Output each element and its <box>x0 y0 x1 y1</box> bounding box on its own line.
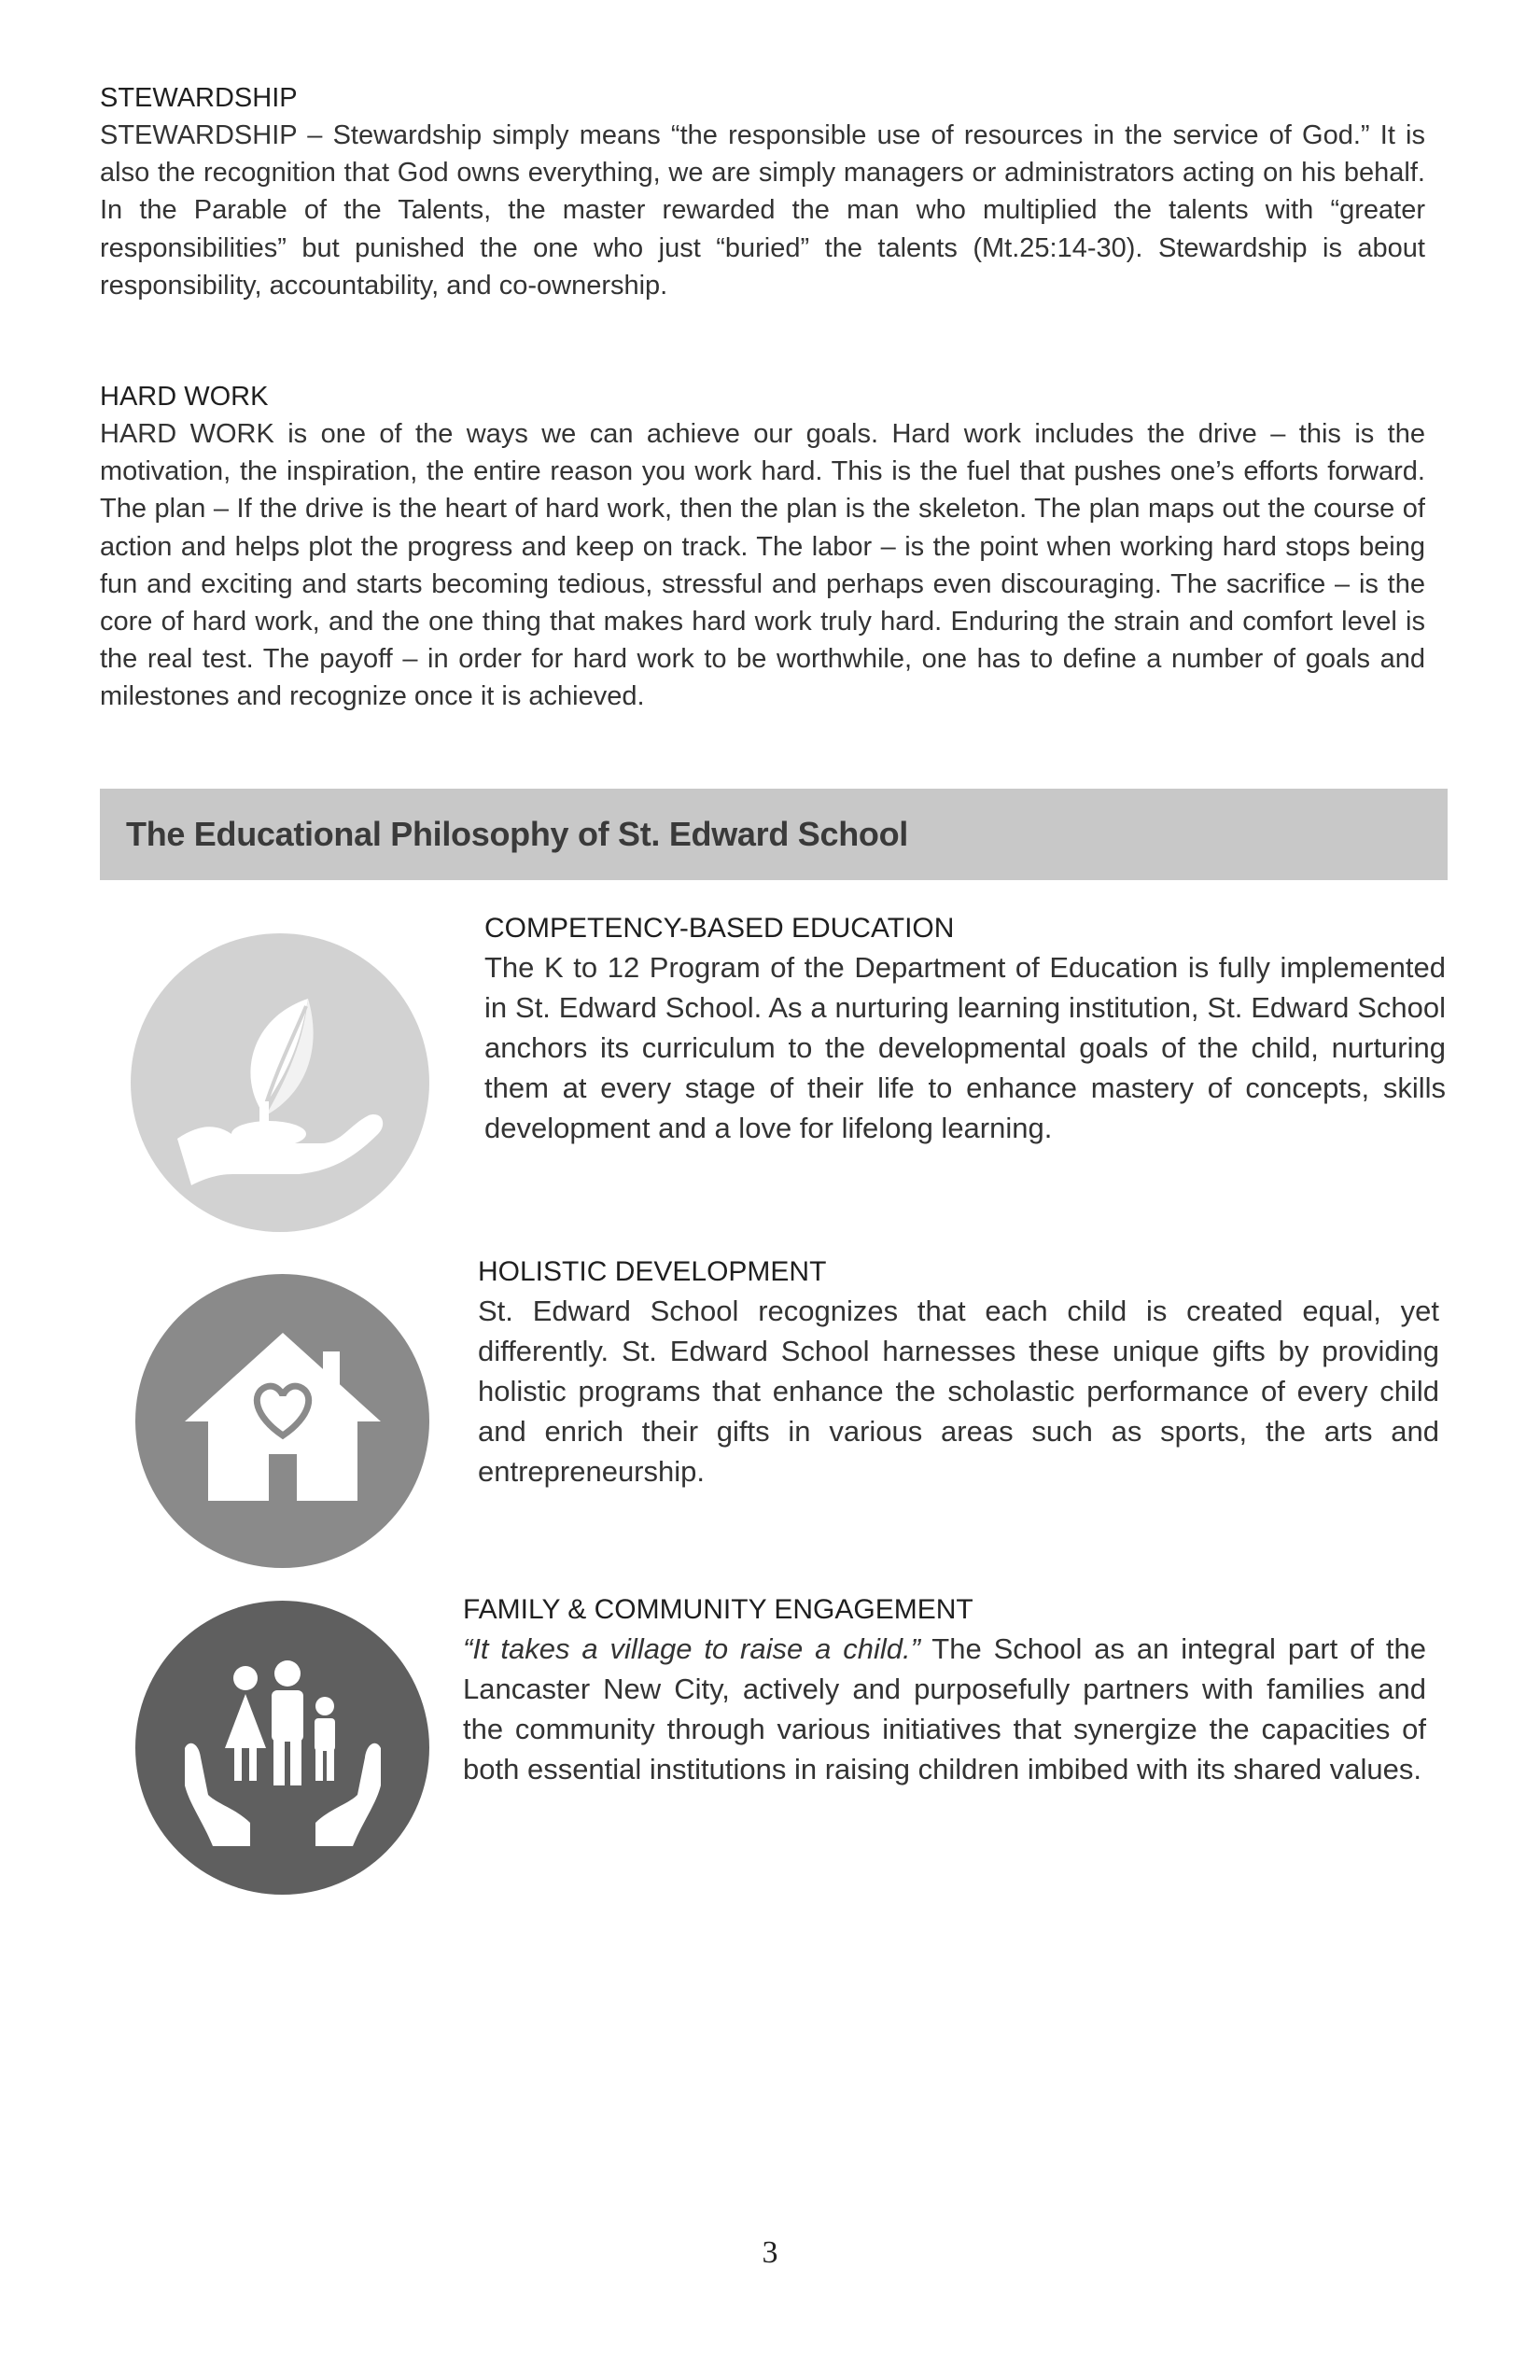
competency-heading: COMPETENCY-BASED EDUCATION <box>484 913 955 944</box>
family-section <box>463 1591 1426 1789</box>
house-with-heart-icon <box>135 1274 429 1568</box>
family-body <box>463 1629 1426 1789</box>
holistic-heading: HOLISTIC DEVELOPMENT <box>478 1256 827 1287</box>
hard-work-body: HARD WORK is one of the ways we can achieve our goals. Hard work includes the drive – this is the motivation, the inspiration, the entire reason you work hard. This is the fuel that pushes one’s efforts forward. The plan – If the drive is the heart of hard work, then the plan is the skeleton. The plan maps out the course of action and helps plot the progress and keep on track. The labor – is the point when working hard stops being fun and exciting and starts becoming tedious, stressful and perhaps even discouraging. The sacrifice – is the core of hard work, and the one thing that makes hard work truly hard. Enduring the strain and comfort level is the real test. The payoff – in order for hard work to be worthwhile, one has to define a number of goals and milestones and recognize once it is achieved. <box>100 419 1425 712</box>
plant-in-hand-icon <box>131 933 429 1232</box>
competency-body: The K to 12 Program of the Department of Education is fully implemented in St. Edward School. As a nurturing learning institution, St. Edward School anchors its curriculum to the developmental goals of the child, nurturing them at every stage of their life to enhance mastery of concepts, skills development and a love for lifelong learning. <box>484 951 1446 1144</box>
family-body-text: The School as an integral part of the Lancaster New City, actively and purposefully partners with families and the community through various initiatives that synergize the capacities of both essential institutions in raising children imbibed with its shared values. <box>463 1632 1426 1785</box>
banner-title: The Educational Philosophy of St. Edward School <box>126 815 908 853</box>
family-quote: “It takes a village to raise a child.” <box>463 1632 920 1665</box>
family-in-hands-icon <box>135 1601 429 1895</box>
page-number: 3 <box>762 2235 778 2270</box>
philosophy-banner <box>100 789 1448 880</box>
hard-work-heading: HARD WORK <box>100 382 269 412</box>
family-heading: FAMILY & COMMUNITY ENGAGEMENT <box>463 1594 973 1625</box>
stewardship-body: STEWARDSHIP – Stewardship simply means “the responsible use of resources in the service of God.” It is also the recognition that God owns everything, we are simply managers or administrators acting on his behalf. In the Parable of the Talents, the master rewarded the man who multiplied the talents with “greater responsibilities” but punished the one who just “buried” the talents (Mt.25:14-30). Stewardship is about responsibility, accountability, and co-ownership. <box>100 120 1425 301</box>
competency-section <box>484 910 1446 1148</box>
stewardship-section <box>100 79 1425 304</box>
stewardship-heading: STEWARDSHIP <box>100 83 298 113</box>
holistic-body: St. Edward School recognizes that each child is created equal, yet differently. St. Edward School harnesses these unique gifts by providing holistic programs that enhance the scholastic performance of every child and enrich their gifts in various areas such as sports, the arts and entrepreneurship. <box>478 1295 1439 1488</box>
hard-work-section <box>100 378 1425 716</box>
holistic-section <box>478 1253 1439 1491</box>
